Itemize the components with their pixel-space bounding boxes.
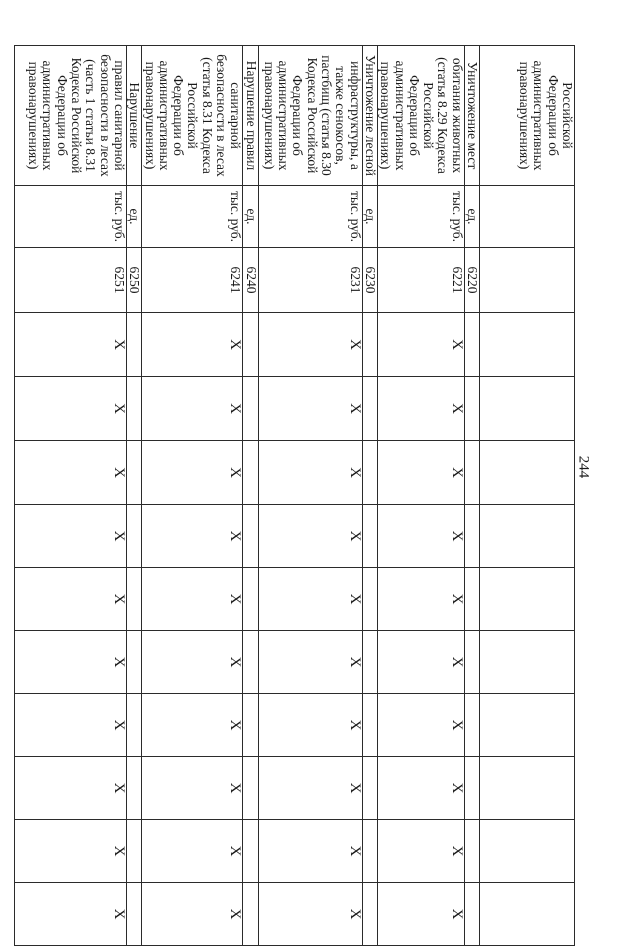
mark-cell: X [258, 441, 362, 505]
mark-cell [480, 568, 575, 631]
mark-cell [464, 820, 479, 883]
mark-cell [362, 631, 377, 694]
mark-cell: X [258, 883, 362, 946]
row-unit: ед. [126, 186, 141, 248]
mark-cell [480, 757, 575, 820]
row-name: санитарной безопасности в лесах (статья 8.31 Кодекса Российской Федерации об административных правонарушениях) [142, 54, 244, 177]
mark-cell: X [377, 568, 464, 631]
row-name-cell [362, 46, 377, 186]
mark-cell [362, 757, 377, 820]
row-unit [480, 186, 575, 248]
mark-cell: X [14, 694, 126, 757]
table-row [464, 46, 479, 946]
mark-cell [362, 441, 377, 505]
mark-cell: X [14, 757, 126, 820]
mark-cell: X [377, 694, 464, 757]
mark-cell [126, 757, 141, 820]
row-name-cell [258, 46, 362, 186]
mark-cell [126, 505, 141, 568]
mark-cell [480, 313, 575, 377]
row-code: 6220 [464, 248, 479, 313]
mark-cell: X [377, 820, 464, 883]
mark-cell [243, 505, 258, 568]
mark-cell [126, 313, 141, 377]
row-unit: тыс. руб. [377, 186, 464, 248]
mark-cell: X [14, 883, 126, 946]
row-unit: тыс. руб. [258, 186, 362, 248]
mark-cell: X [142, 883, 243, 946]
mark-cell [126, 441, 141, 505]
mark-cell [480, 694, 575, 757]
mark-cell: X [14, 377, 126, 441]
report-table [14, 45, 575, 946]
mark-cell: X [142, 631, 243, 694]
table-row [142, 46, 243, 946]
mark-cell: X [377, 377, 464, 441]
mark-cell: X [377, 505, 464, 568]
table-row [126, 46, 141, 946]
row-name-cell [377, 46, 464, 186]
row-name: инфраструктуры, а также сенокосов, пастбищ (статья 8.30 Кодекса Российской Федерации об административных правонарушениях) [261, 55, 363, 176]
mark-cell: X [377, 631, 464, 694]
mark-cell [243, 820, 258, 883]
mark-cell [126, 694, 141, 757]
mark-cell: X [14, 568, 126, 631]
mark-cell [480, 820, 575, 883]
mark-cell [480, 441, 575, 505]
mark-cell: X [142, 694, 243, 757]
mark-cell [464, 313, 479, 377]
table-body [14, 46, 574, 946]
mark-cell: X [258, 505, 362, 568]
mark-cell: X [142, 313, 243, 377]
mark-cell: X [14, 505, 126, 568]
row-name: обитания животных (статья 8.29 Кодекса Российской Федерации об административных правонарушениях) [378, 57, 465, 174]
row-code: 6250 [126, 248, 141, 313]
row-name: правил санитарной безопасности в лесах (часть 1 статьи 8.31 Кодекса Российской Федерации об административных правонарушениях) [26, 54, 127, 177]
mark-cell [362, 313, 377, 377]
row-name: Нарушение [127, 82, 143, 149]
table-row [243, 46, 258, 946]
row-unit: тыс. руб. [14, 186, 126, 248]
mark-cell [480, 505, 575, 568]
page-number: 244 [575, 455, 592, 479]
mark-cell [464, 631, 479, 694]
mark-cell: X [142, 505, 243, 568]
mark-cell [464, 883, 479, 946]
row-name-cell [480, 46, 575, 186]
mark-cell [464, 757, 479, 820]
mark-cell: X [258, 757, 362, 820]
mark-cell [243, 631, 258, 694]
mark-cell [362, 820, 377, 883]
mark-cell [126, 377, 141, 441]
mark-cell [362, 377, 377, 441]
mark-cell [464, 441, 479, 505]
mark-cell: X [142, 757, 243, 820]
row-code: 6230 [362, 248, 377, 313]
row-unit: ед. [362, 186, 377, 248]
mark-cell [126, 631, 141, 694]
mark-cell: X [142, 441, 243, 505]
mark-cell: X [258, 694, 362, 757]
table-row [377, 46, 464, 946]
mark-cell [243, 568, 258, 631]
mark-cell: X [14, 441, 126, 505]
mark-cell [362, 694, 377, 757]
mark-cell: X [258, 568, 362, 631]
row-unit: ед. [464, 186, 479, 248]
mark-cell [126, 883, 141, 946]
row-name-cell [243, 46, 258, 186]
mark-cell: X [142, 568, 243, 631]
row-name: Уничтожение мест [465, 61, 480, 170]
mark-cell: X [377, 313, 464, 377]
mark-cell: X [258, 377, 362, 441]
mark-cell: X [142, 820, 243, 883]
row-code: 6221 [377, 248, 464, 313]
mark-cell: X [258, 313, 362, 377]
row-name-cell [142, 46, 243, 186]
row-unit: ед. [243, 186, 258, 248]
row-name-cell [14, 46, 126, 186]
mark-cell [464, 568, 479, 631]
mark-cell: X [377, 757, 464, 820]
mark-cell [464, 505, 479, 568]
table-row [258, 46, 362, 946]
mark-cell [362, 883, 377, 946]
row-code: 6241 [142, 248, 243, 313]
mark-cell [243, 441, 258, 505]
row-code: 6240 [243, 248, 258, 313]
mark-cell [480, 377, 575, 441]
row-name: Нарушение правил [243, 60, 259, 171]
mark-cell [243, 694, 258, 757]
mark-cell: X [14, 313, 126, 377]
row-code [480, 248, 575, 313]
mark-cell [126, 568, 141, 631]
row-unit: тыс. руб. [142, 186, 243, 248]
mark-cell: X [377, 883, 464, 946]
mark-cell: X [258, 820, 362, 883]
mark-cell [243, 377, 258, 441]
mark-cell [362, 568, 377, 631]
row-name: Российской Федерации об административных правонарушениях) [517, 60, 575, 171]
row-code: 6251 [14, 248, 126, 313]
row-code: 6231 [258, 248, 362, 313]
table-row [14, 46, 126, 946]
row-name: Уничтожение лесной [362, 55, 378, 176]
row-name-cell [464, 46, 479, 186]
mark-cell [243, 883, 258, 946]
mark-cell [362, 505, 377, 568]
row-name-cell [126, 46, 141, 186]
mark-cell: X [14, 820, 126, 883]
table-row [480, 46, 575, 946]
mark-cell: X [377, 441, 464, 505]
mark-cell: X [142, 377, 243, 441]
mark-cell [464, 694, 479, 757]
mark-cell [480, 631, 575, 694]
mark-cell: X [14, 631, 126, 694]
mark-cell [126, 820, 141, 883]
mark-cell [243, 757, 258, 820]
mark-cell: X [258, 631, 362, 694]
mark-cell [464, 377, 479, 441]
mark-cell [480, 883, 575, 946]
mark-cell [243, 313, 258, 377]
table-row [362, 46, 377, 946]
